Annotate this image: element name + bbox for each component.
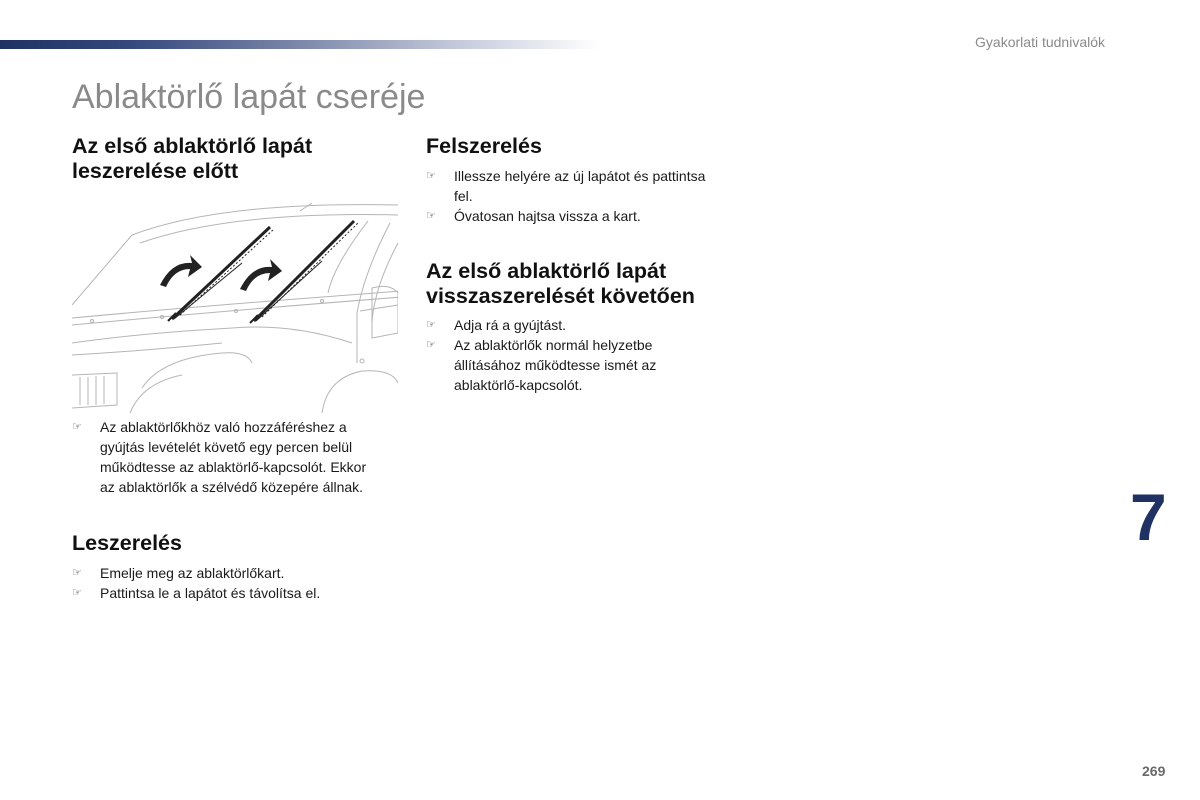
removal-steps xyxy=(72,563,402,603)
step-line: működtesse az ablaktörlő-kapcsolót. Ekkor xyxy=(100,459,367,475)
list-item xyxy=(72,563,402,583)
heading-removal: Leszerelés xyxy=(72,531,182,555)
windscreen-wiper-illustration xyxy=(72,193,398,413)
pointing-hand-icon: ☞ xyxy=(426,319,436,331)
page-title: Ablaktörlő lapát cseréje xyxy=(72,78,426,116)
pointing-hand-icon: ☞ xyxy=(426,210,436,222)
list-item xyxy=(426,166,746,206)
pointing-hand-icon: ☞ xyxy=(426,339,436,351)
step-line: állításához működtesse ismét az xyxy=(454,357,657,373)
step-line: fel. xyxy=(454,188,473,204)
lift-arrow-icon xyxy=(160,255,202,287)
step-line: ablaktörlő-kapcsolót. xyxy=(454,377,583,393)
heading-line: visszaszerelését követően xyxy=(426,284,695,308)
list-item xyxy=(426,315,746,335)
list-item xyxy=(72,583,402,603)
installation-steps xyxy=(426,166,746,226)
step-line: Óvatosan hajtsa vissza a kart. xyxy=(454,208,641,224)
pointing-hand-icon: ☞ xyxy=(72,587,82,599)
pointing-hand-icon: ☞ xyxy=(72,421,82,433)
list-item xyxy=(72,417,402,497)
step-line: az ablaktörlők a szélvédő közepére állnak. xyxy=(100,479,364,495)
header-gradient-bar xyxy=(0,40,600,49)
step-line: Illessze helyére az új lapátot és pattintsa xyxy=(454,168,706,184)
step-text: Pattintsa le a lapátot és távolítsa el. xyxy=(100,585,321,601)
list-item xyxy=(426,206,746,226)
after-refit-steps xyxy=(426,315,746,395)
pointing-hand-icon: ☞ xyxy=(426,170,436,182)
page-number: 269 xyxy=(1142,763,1166,779)
step-line: Az ablaktörlőkhöz való hozzáféréshez a xyxy=(100,419,347,435)
heading-line: Az első ablaktörlő lapát xyxy=(426,259,667,283)
heading-installation: Felszerelés xyxy=(426,134,542,158)
before-removal-steps xyxy=(72,417,402,497)
list-item xyxy=(426,335,746,395)
step-line: Az ablaktörlők normál helyzetbe xyxy=(454,337,653,353)
lift-arrow-icon xyxy=(240,259,282,291)
heading-line: Az első ablaktörlő lapát xyxy=(72,134,313,158)
step-text: Emelje meg az ablaktörlőkart. xyxy=(100,565,285,581)
step-line: gyújtás levételét követő egy percen belül xyxy=(100,439,353,455)
step-line: Adja rá a gyújtást. xyxy=(454,317,567,333)
heading-after-refit xyxy=(426,259,695,309)
pointing-hand-icon: ☞ xyxy=(72,567,82,579)
heading-line: leszerelése előtt xyxy=(72,159,239,183)
chapter-number: 7 xyxy=(1130,480,1167,554)
heading-before-removal xyxy=(72,134,312,184)
section-header: Gyakorlati tudnivalók xyxy=(975,34,1105,50)
